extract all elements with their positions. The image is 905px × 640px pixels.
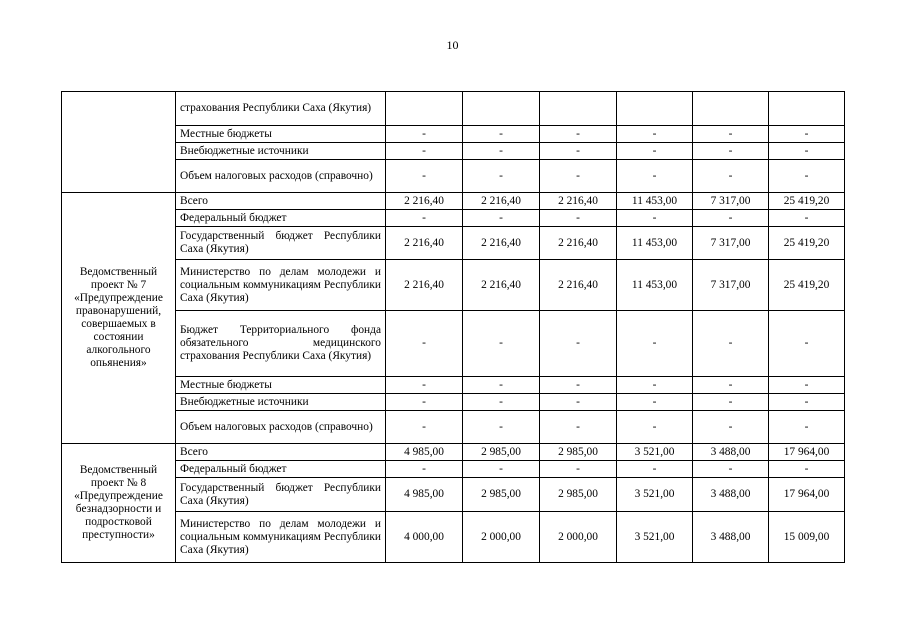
amount-cell: - [386, 461, 463, 478]
amount-cell [693, 92, 769, 126]
amount-cell: - [386, 160, 463, 193]
funding-source-cell: Министерство по делам молодежи и социальным коммуникациям Республики Саха (Якутия) [176, 512, 386, 563]
amount-cell: 2 000,00 [540, 512, 617, 563]
funding-source-cell: Федеральный бюджет [176, 461, 386, 478]
amount-cell: - [693, 160, 769, 193]
funding-source-cell: Объем налоговых расходов (справочно) [176, 160, 386, 193]
table-row [62, 92, 845, 126]
amount-cell: - [617, 461, 693, 478]
table-row [62, 126, 845, 143]
funding-source-cell: Внебюджетные источники [176, 394, 386, 411]
amount-cell: - [617, 143, 693, 160]
amount-cell: - [769, 461, 845, 478]
amount-cell: - [386, 126, 463, 143]
amount-cell: 15 009,00 [769, 512, 845, 563]
table-row [62, 512, 845, 563]
amount-cell: - [386, 394, 463, 411]
amount-cell: 3 521,00 [617, 512, 693, 563]
amount-cell [386, 92, 463, 126]
amount-cell: - [693, 377, 769, 394]
amount-cell: 7 317,00 [693, 193, 769, 210]
amount-cell: 2 216,40 [463, 260, 540, 311]
funding-source-cell: страхования Республики Саха (Якутия) [176, 92, 386, 126]
amount-cell: - [386, 210, 463, 227]
amount-cell: - [617, 210, 693, 227]
amount-cell: - [540, 126, 617, 143]
funding-source-cell: Объем налоговых расходов (справочно) [176, 411, 386, 444]
amount-cell: - [769, 210, 845, 227]
amount-cell: - [540, 411, 617, 444]
amount-cell: 2 985,00 [540, 478, 617, 512]
amount-cell: - [693, 126, 769, 143]
table-row [62, 377, 845, 394]
amount-cell: - [463, 377, 540, 394]
amount-cell [769, 92, 845, 126]
amount-cell: - [540, 394, 617, 411]
amount-cell: - [769, 160, 845, 193]
amount-cell: - [540, 210, 617, 227]
amount-cell: 2 216,40 [463, 227, 540, 260]
amount-cell: - [769, 377, 845, 394]
amount-cell: - [463, 411, 540, 444]
amount-cell: 3 488,00 [693, 478, 769, 512]
amount-cell: - [617, 160, 693, 193]
amount-cell: 25 419,20 [769, 227, 845, 260]
amount-cell: - [617, 411, 693, 444]
amount-cell [617, 92, 693, 126]
amount-cell: - [540, 143, 617, 160]
amount-cell: - [769, 311, 845, 377]
amount-cell: 17 964,00 [769, 444, 845, 461]
amount-cell: - [386, 143, 463, 160]
amount-cell: - [617, 311, 693, 377]
amount-cell: 11 453,00 [617, 193, 693, 210]
amount-cell [463, 92, 540, 126]
amount-cell: 2 216,40 [386, 260, 463, 311]
table-row [62, 143, 845, 160]
budget-table-body [62, 92, 845, 563]
amount-cell: 3 521,00 [617, 444, 693, 461]
amount-cell: 2 216,40 [386, 227, 463, 260]
amount-cell: 25 419,20 [769, 260, 845, 311]
funding-source-cell: Местные бюджеты [176, 126, 386, 143]
amount-cell: - [540, 160, 617, 193]
amount-cell: 2 216,40 [540, 227, 617, 260]
amount-cell: - [693, 311, 769, 377]
amount-cell: - [386, 311, 463, 377]
funding-source-cell: Местные бюджеты [176, 377, 386, 394]
amount-cell: 3 488,00 [693, 512, 769, 563]
table-row [62, 260, 845, 311]
amount-cell: 2 216,40 [463, 193, 540, 210]
project-name-cell [62, 92, 176, 193]
amount-cell: - [693, 210, 769, 227]
funding-source-cell: Государственный бюджет Республики Саха (Якутия) [176, 227, 386, 260]
amount-cell: - [617, 394, 693, 411]
amount-cell: - [769, 411, 845, 444]
amount-cell: 4 985,00 [386, 444, 463, 461]
amount-cell: - [463, 160, 540, 193]
amount-cell: - [463, 394, 540, 411]
amount-cell: - [693, 143, 769, 160]
amount-cell: 4 000,00 [386, 512, 463, 563]
amount-cell: - [540, 461, 617, 478]
amount-cell: - [386, 411, 463, 444]
amount-cell: - [463, 143, 540, 160]
table-row [62, 394, 845, 411]
funding-source-cell: Всего [176, 193, 386, 210]
table-row [62, 444, 845, 461]
amount-cell: - [617, 377, 693, 394]
amount-cell: - [617, 126, 693, 143]
funding-source-cell: Бюджет Территориального фонда обязательного медицинского страхования Республики Саха (Якутия) [176, 311, 386, 377]
table-row [62, 227, 845, 260]
table-row [62, 160, 845, 193]
table-row [62, 461, 845, 478]
amount-cell: 3 488,00 [693, 444, 769, 461]
budget-table [61, 91, 845, 563]
page-number: 10 [446, 38, 459, 52]
table-row [62, 193, 845, 210]
amount-cell: 25 419,20 [769, 193, 845, 210]
amount-cell: - [540, 311, 617, 377]
amount-cell: 7 317,00 [693, 260, 769, 311]
amount-cell: 2 000,00 [463, 512, 540, 563]
amount-cell: - [693, 411, 769, 444]
project-name-cell: Ведомственный проект № 7 «Предупреждение правонарушений, совершаемых в состоянии алкогольного опьянения» [62, 193, 176, 444]
amount-cell: - [769, 394, 845, 411]
amount-cell: 2 985,00 [540, 444, 617, 461]
amount-cell: 2 985,00 [463, 444, 540, 461]
amount-cell: 11 453,00 [617, 227, 693, 260]
amount-cell: - [769, 126, 845, 143]
amount-cell: 2 216,40 [540, 260, 617, 311]
amount-cell: - [463, 461, 540, 478]
amount-cell: - [386, 377, 463, 394]
project-name-cell: Ведомственный проект № 8 «Предупреждение безнадзорности и подростковой преступности» [62, 444, 176, 563]
amount-cell [540, 92, 617, 126]
funding-source-cell: Федеральный бюджет [176, 210, 386, 227]
amount-cell: - [769, 143, 845, 160]
table-row [62, 478, 845, 512]
funding-source-cell: Министерство по делам молодежи и социальным коммуникациям Республики Саха (Якутия) [176, 260, 386, 311]
amount-cell: 11 453,00 [617, 260, 693, 311]
table-row [62, 311, 845, 377]
amount-cell: 2 216,40 [386, 193, 463, 210]
table-row [62, 411, 845, 444]
amount-cell: - [463, 311, 540, 377]
amount-cell: 3 521,00 [617, 478, 693, 512]
amount-cell: - [463, 126, 540, 143]
amount-cell: - [463, 210, 540, 227]
amount-cell: 2 216,40 [540, 193, 617, 210]
amount-cell: - [693, 461, 769, 478]
amount-cell: 4 985,00 [386, 478, 463, 512]
table-row [62, 210, 845, 227]
amount-cell: - [693, 394, 769, 411]
amount-cell: 7 317,00 [693, 227, 769, 260]
funding-source-cell: Государственный бюджет Республики Саха (Якутия) [176, 478, 386, 512]
amount-cell: 2 985,00 [463, 478, 540, 512]
funding-source-cell: Всего [176, 444, 386, 461]
amount-cell: - [540, 377, 617, 394]
amount-cell: 17 964,00 [769, 478, 845, 512]
funding-source-cell: Внебюджетные источники [176, 143, 386, 160]
